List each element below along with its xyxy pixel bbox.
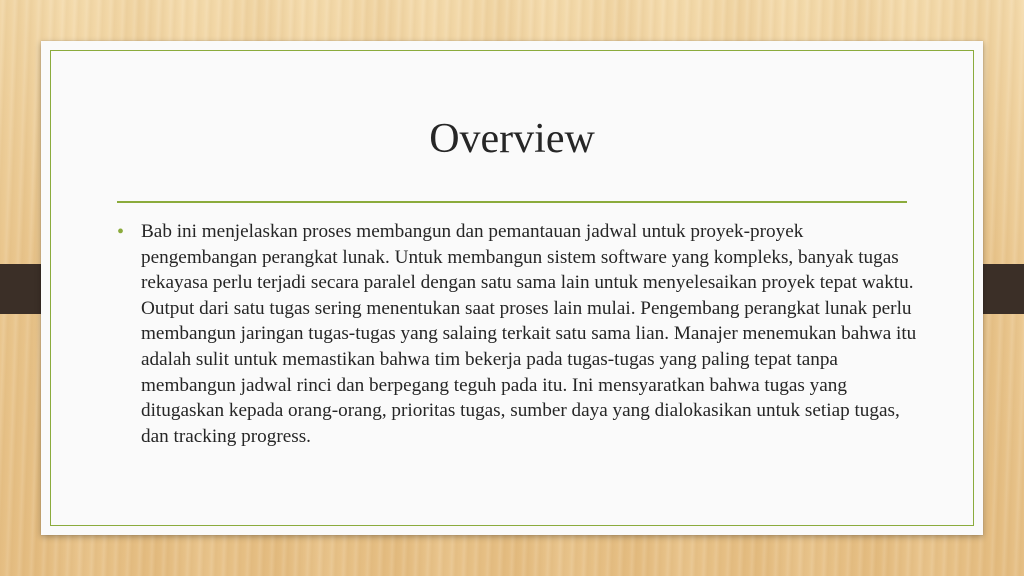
slide-body	[117, 219, 917, 449]
bullet-text: Bab ini menjelaskan proses membangun dan pemantauan jadwal untuk proyek-proyek pengembangan perangkat lunak. Untuk membangun sistem software yang kompleks, banyak tugas rekayasa perlu terjadi secara paralel dengan satu sama lain untuk menyelesaikan proyek tepat waktu. Output dari satu tugas sering menentukan saat proses lain mulai. Pengembang perangkat lunak perlu membangun jaringan tugas-tugas yang salaing terkait satu sama lian. Manajer menemukan bahwa itu adalah sulit untuk memastikan bahwa tim bekerja pada tugas-tugas yang paling tepat tanpa membangun jadwal rinci dan berpegang teguh pada itu. Ini mensyaratkan bahwa tugas yang ditugaskan kepada orang-orang, prioritas tugas, sumber daya yang dialokasikan untuk setiap tugas, dan tracking progress.	[141, 221, 917, 447]
title-divider	[117, 201, 907, 203]
slide-title: Overview	[429, 116, 595, 162]
slide-card	[41, 41, 983, 535]
bullet-item	[117, 219, 917, 449]
bullet-icon: •	[117, 221, 125, 243]
